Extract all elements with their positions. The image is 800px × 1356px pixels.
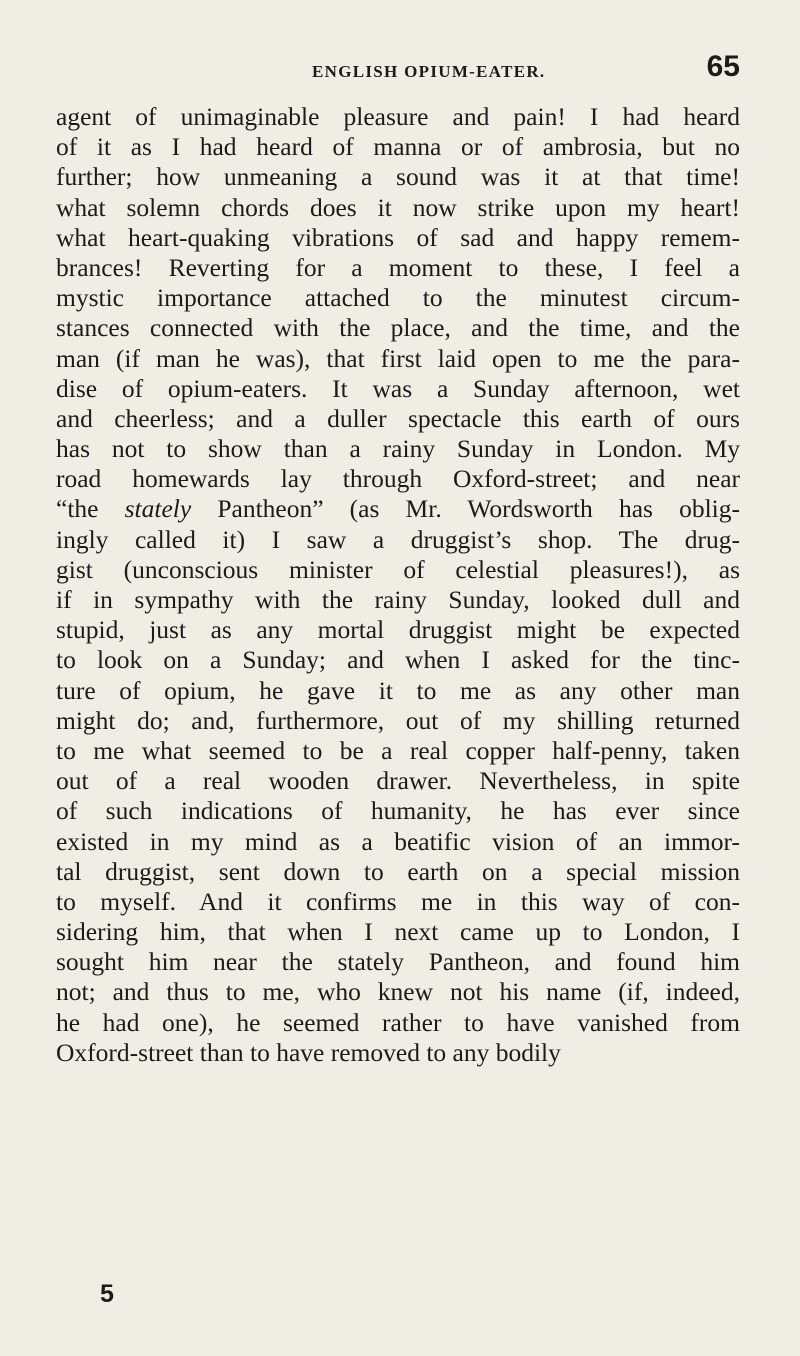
text-line: brances! Reverting for a moment to these, I feel a: [56, 252, 740, 282]
text-line: not; and thus to me, who knew not his name (if, indeed,: [56, 977, 740, 1007]
text-line: dise of opium-eaters. It was a Sunday afternoon, wet: [56, 373, 740, 403]
text-line: to look on a Sunday; and when I asked for the tinc-: [56, 645, 740, 675]
text-line: man (if man he was), that first laid open to me the para-: [56, 343, 740, 373]
text-line: gist (unconscious minister of celestial pleasures!), as: [56, 554, 740, 584]
text-line: has not to show than a rainy Sunday in London. My: [56, 434, 740, 464]
text-line: tal druggist, sent down to earth on a special mission: [56, 856, 740, 886]
running-head: ENGLISH OPIUM-EATER.: [312, 62, 546, 81]
text-line: Oxford-street than to have removed to any bodily: [56, 1037, 561, 1067]
text-segment: “the: [56, 494, 125, 524]
text-line: might do; and, furthermore, out of my shilling returned: [56, 705, 740, 735]
text-line-with-italic: [56, 494, 740, 524]
text-line: agent of unimaginable pleasure and pain! I had heard: [56, 102, 740, 131]
text-line: stupid, just as any mortal druggist might be expected: [56, 615, 740, 645]
text-line: road homewards lay through Oxford-street; and near: [56, 464, 740, 494]
text-line: what heart-quaking vibrations of sad and happy remem-: [56, 222, 740, 252]
page-number: 65: [706, 50, 740, 83]
text-line: sidering him, that when I next came up to London, I: [56, 917, 740, 947]
text-line: existed in my mind as a beatific vision of an immor-: [56, 826, 740, 856]
text-line: and cheerless; and a duller spectacle this earth of ours: [56, 403, 740, 433]
text-line: stances connected with the place, and the time, and the: [56, 313, 740, 343]
text-line: further; how unmeaning a sound was it at that time!: [56, 162, 740, 192]
page-header: [58, 50, 740, 86]
text-line: out of a real wooden drawer. Nevertheless, in spite: [56, 766, 740, 796]
body-text: [56, 102, 740, 1068]
text-line: ture of opium, he gave it to me as any other man: [56, 675, 740, 705]
text-segment: Pantheon” (as Mr. Wordsworth has oblig-: [191, 494, 740, 524]
text-line: what solemn chords does it now strike upon my heart!: [56, 192, 740, 222]
text-line: he had one), he seemed rather to have vanished from: [56, 1007, 740, 1037]
text-line: to me what seemed to be a real copper half-penny, taken: [56, 735, 740, 765]
text-line: of it as I had heard of manna or of ambrosia, but no: [56, 132, 740, 162]
text-line: sought him near the stately Pantheon, and found him: [56, 947, 740, 977]
text-line: to myself. And it confirms me in this way of con-: [56, 886, 740, 916]
text-line: ingly called it) I saw a druggist’s shop. The drug-: [56, 524, 740, 554]
italic-word: stately: [124, 494, 192, 524]
text-line: if in sympathy with the rainy Sunday, looked dull and: [56, 585, 740, 614]
text-line: mystic importance attached to the minutest circum-: [56, 283, 740, 313]
text-line: of such indications of humanity, he has ever since: [56, 796, 740, 826]
signature-mark: 5: [100, 1280, 114, 1308]
